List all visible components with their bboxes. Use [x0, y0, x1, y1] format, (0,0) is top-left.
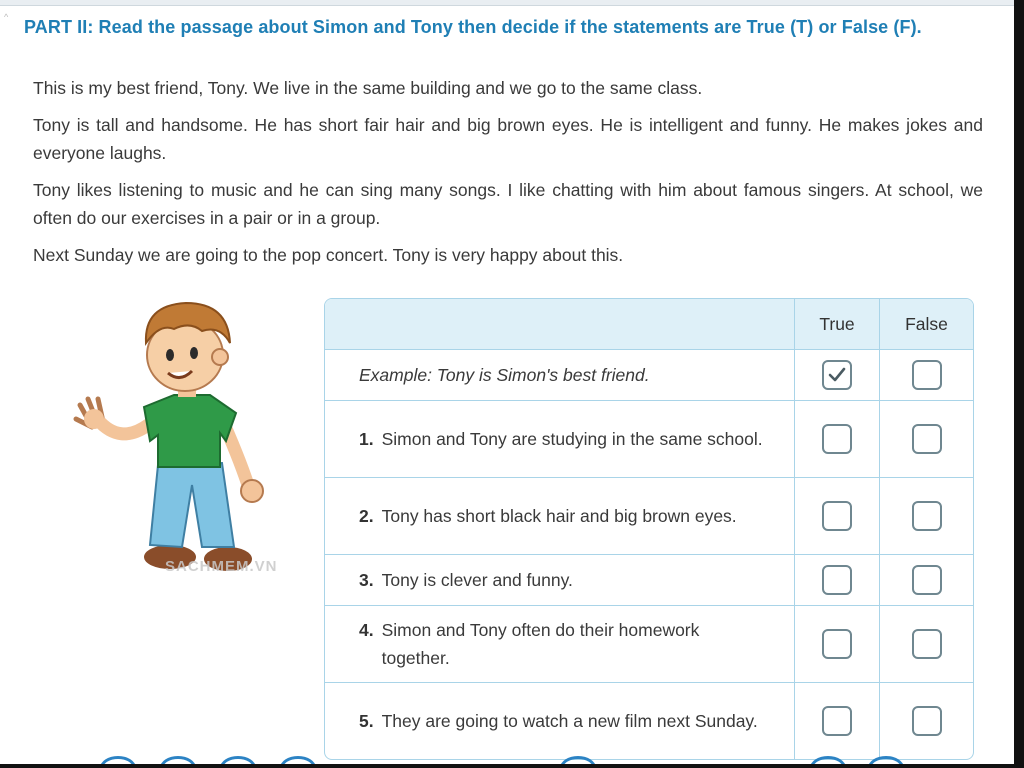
true-cell — [795, 478, 880, 554]
reading-passage — [33, 74, 983, 278]
checkbox-icon[interactable] — [822, 629, 852, 659]
statement-number: 2. — [359, 506, 374, 526]
passage-paragraph: This is my best friend, Tony. We live in the same building and we go to the same class. — [33, 78, 703, 98]
false-column-header — [880, 299, 973, 349]
statement-number: 5. — [359, 711, 374, 731]
statement-cell — [325, 683, 795, 759]
statement-text: Tony has short black hair and big brown eyes. — [381, 506, 737, 526]
statement-cell — [325, 555, 795, 605]
false-cell — [880, 683, 973, 759]
true-false-table — [324, 298, 974, 760]
checkbox-icon[interactable] — [912, 629, 942, 659]
collapse-caret-icon[interactable]: ^ — [4, 12, 9, 22]
section-heading: PART II: Read the passage about Simon and Tony then decide if the statements are True (T) or False (F). — [24, 17, 922, 37]
true-header-label: True — [819, 313, 855, 334]
statement-cell — [325, 401, 795, 477]
statement-cell — [325, 606, 795, 682]
false-cell — [880, 478, 973, 554]
false-cell — [880, 401, 973, 477]
statement-cell — [325, 478, 795, 554]
decoration-arc — [280, 756, 316, 764]
checkbox-icon[interactable] — [912, 565, 942, 595]
statement-row — [325, 400, 973, 477]
checkbox-icon[interactable] — [822, 424, 852, 454]
boy-illustration — [70, 295, 310, 595]
statement-row — [325, 554, 973, 605]
passage-paragraph: Tony likes listening to music and he can sing many songs. I like chatting with him about famous singers. At school, we often do our exercises in a pair or in a group. — [33, 180, 983, 228]
true-cell — [795, 350, 880, 400]
checkbox-icon[interactable] — [912, 501, 942, 531]
statement-number: 1. — [359, 429, 374, 449]
passage-paragraph: Next Sunday we are going to the pop concert. Tony is very happy about this. — [33, 245, 624, 265]
statement-text: Simon and Tony are studying in the same school. — [381, 429, 763, 449]
example-row — [325, 349, 973, 400]
bottom-edge — [0, 764, 1024, 768]
checkbox-icon[interactable] — [822, 565, 852, 595]
checkbox-icon[interactable] — [912, 360, 942, 390]
example-statement: Example: Tony is Simon's best friend. — [325, 350, 795, 400]
false-cell — [880, 555, 973, 605]
decoration-arc — [560, 756, 596, 764]
true-column-header — [795, 299, 880, 349]
false-header-label: False — [905, 313, 948, 334]
statement-text: Simon and Tony often do their homework together. — [381, 620, 700, 668]
table-header-row — [325, 299, 973, 349]
passage-paragraph: Tony is tall and handsome. He has short fair hair and big brown eyes. He is intelligent and funny. He makes jokes and everyone laughs. — [33, 115, 983, 163]
bottom-decoration — [0, 752, 1024, 764]
decoration-arc — [160, 756, 196, 764]
statement-number: 4. — [359, 620, 374, 640]
true-cell — [795, 683, 880, 759]
true-cell — [795, 555, 880, 605]
decoration-arc — [100, 756, 136, 764]
top-border — [0, 0, 1024, 6]
decoration-arc — [868, 756, 904, 764]
true-cell — [795, 606, 880, 682]
checkbox-icon[interactable] — [822, 706, 852, 736]
checkbox-icon[interactable] — [912, 424, 942, 454]
right-edge — [1014, 0, 1024, 768]
statement-row — [325, 477, 973, 554]
statement-number: 3. — [359, 570, 374, 590]
checkbox-checked-icon[interactable] — [822, 360, 852, 390]
statement-row — [325, 682, 973, 759]
true-cell — [795, 401, 880, 477]
checkmark-icon — [828, 367, 846, 383]
statement-row — [325, 605, 973, 682]
watermark: SACHMEM.VN — [165, 558, 278, 575]
statement-text: Tony is clever and funny. — [381, 570, 573, 590]
decoration-arc — [810, 756, 846, 764]
decoration-arc — [220, 756, 256, 764]
false-cell — [880, 350, 973, 400]
checkbox-icon[interactable] — [822, 501, 852, 531]
false-cell — [880, 606, 973, 682]
statement-header-cell — [325, 299, 795, 349]
statement-text: They are going to watch a new film next Sunday. — [381, 711, 758, 731]
checkbox-icon[interactable] — [912, 706, 942, 736]
